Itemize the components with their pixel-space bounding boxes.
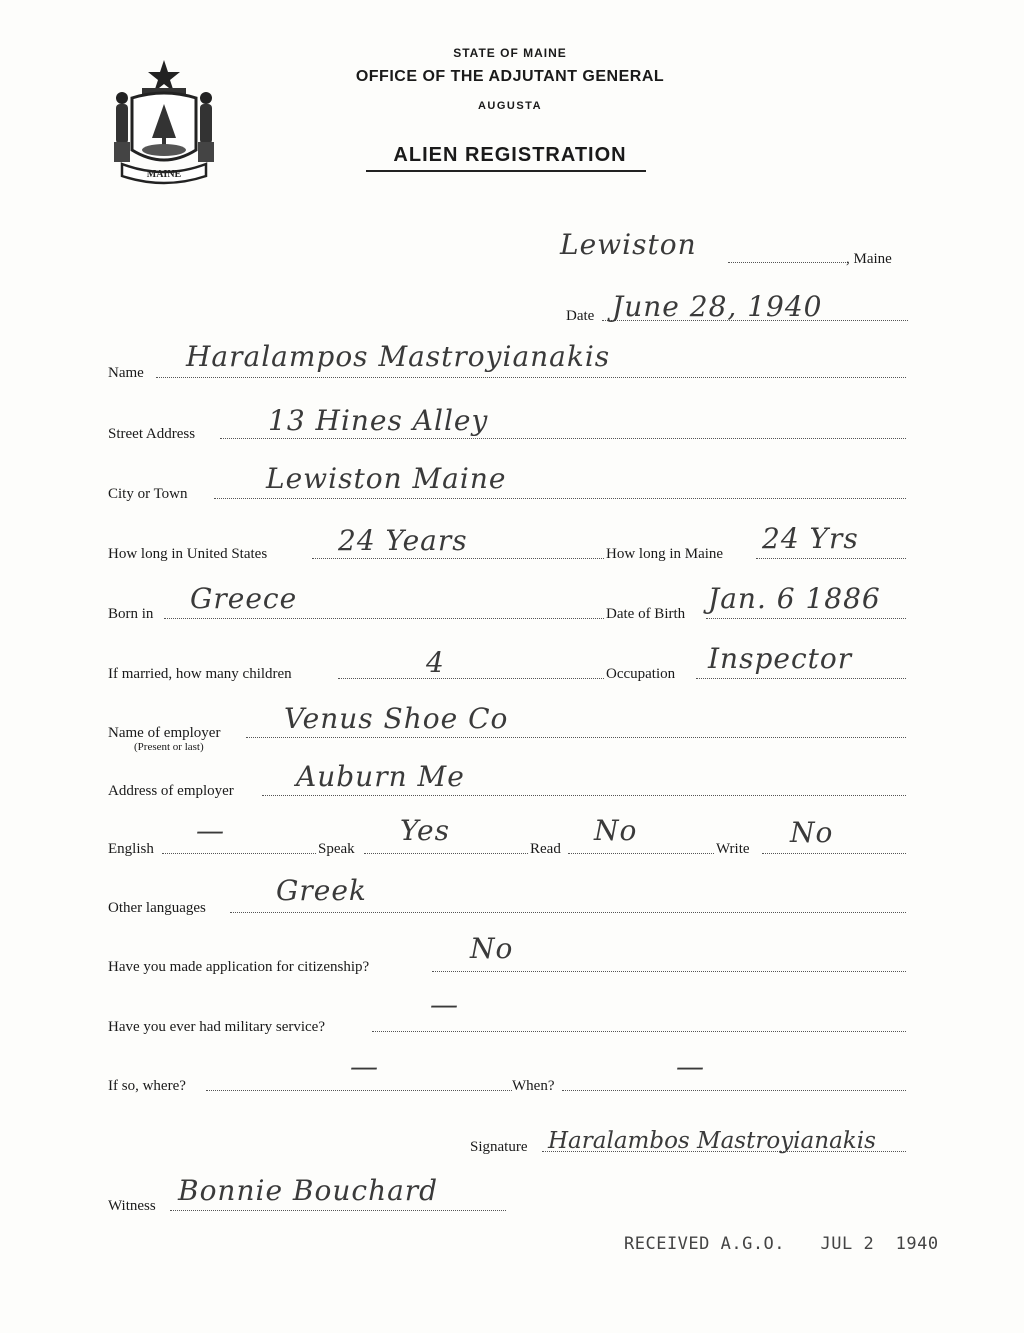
employer-name-value: Venus Shoe Co: [284, 702, 509, 735]
how-long-us-label: How long in United States: [108, 546, 268, 562]
witness-dots: [170, 1210, 506, 1211]
occupation-value: Inspector: [708, 642, 853, 675]
employer-address-label: Address of employer: [108, 783, 234, 799]
street-label: Street Address: [108, 426, 196, 442]
how-long-maine-label: How long in Maine: [606, 546, 724, 562]
street-dots: [220, 438, 906, 439]
read-value: No: [594, 814, 638, 847]
read-dots: [568, 853, 714, 854]
write-value: No: [790, 816, 834, 849]
military-dots: [372, 1031, 906, 1032]
dob-label: Date of Birth: [606, 606, 686, 622]
children-dots: [338, 678, 604, 679]
read-label: Read: [530, 841, 561, 857]
witness-label: Witness: [108, 1198, 156, 1214]
employer-note: (Present or last): [134, 741, 204, 753]
english-dots: [162, 853, 316, 854]
where-label: If so, where?: [108, 1078, 186, 1094]
employer-name-dots: [246, 737, 906, 738]
where-dots: [206, 1090, 512, 1091]
header-office: OFFICE OF THE ADJUTANT GENERAL: [355, 68, 665, 85]
born-in-label: Born in: [108, 606, 154, 622]
city-label: City or Town: [108, 486, 188, 502]
signature-label: Signature: [470, 1139, 528, 1155]
witness-value: Bonnie Bouchard: [178, 1174, 439, 1207]
form-title: ALIEN REGISTRATION: [393, 144, 627, 166]
title-underline: [366, 170, 646, 172]
write-dots: [762, 853, 906, 854]
write-label: Write: [716, 841, 750, 857]
citizenship-value: No: [470, 932, 514, 965]
other-languages-dots: [230, 912, 906, 913]
other-languages-label: Other languages: [108, 900, 206, 916]
how-long-us-dots: [312, 558, 604, 559]
when-dots: [562, 1090, 906, 1091]
date-value: June 28, 1940: [612, 290, 823, 323]
speak-value: Yes: [400, 814, 450, 847]
state-seal-icon: [108, 58, 220, 186]
when-label: When?: [512, 1078, 555, 1094]
svg-text:MAINE: MAINE: [146, 169, 182, 180]
employer-address-value: Auburn Me: [296, 760, 465, 793]
received-stamp: [624, 1234, 939, 1254]
where-value: —: [350, 1050, 379, 1083]
name-value: Haralampos Mastroyianakis: [186, 340, 611, 373]
name-dots: [156, 377, 906, 378]
how-long-maine-value: 24 Yrs: [762, 522, 859, 555]
children-value: 4: [426, 646, 445, 679]
occupation-dots: [696, 678, 906, 679]
speak-label: Speak: [318, 841, 355, 857]
city-value: Lewiston Maine: [266, 462, 507, 495]
other-languages-value: Greek: [276, 874, 367, 907]
english-value: —: [196, 814, 225, 847]
born-in-dots: [164, 618, 604, 619]
military-label: Have you ever had military service?: [108, 1019, 325, 1035]
town-dots: [728, 262, 846, 263]
maine-label: , Maine: [846, 251, 892, 267]
city-dots: [214, 498, 906, 499]
signature-value: Haralambos Mastroyianakis: [548, 1128, 876, 1154]
born-in-value: Greece: [190, 582, 298, 615]
town-value: Lewiston: [560, 228, 697, 261]
header-city: AUGUSTA: [477, 100, 543, 112]
citizenship-dots: [432, 971, 906, 972]
header-state: STATE OF MAINE: [453, 46, 567, 60]
speak-dots: [364, 853, 528, 854]
military-value: —: [430, 988, 459, 1021]
employer-address-dots: [262, 795, 906, 796]
how-long-us-value: 24 Years: [338, 524, 468, 557]
street-value: 13 Hines Alley: [268, 404, 489, 437]
employer-name-label: Name of employer: [108, 725, 221, 741]
children-label: If married, how many children: [108, 666, 292, 682]
date-label: Date: [566, 308, 595, 324]
citizenship-label: Have you made application for citizenship?: [108, 959, 370, 975]
dob-dots: [706, 618, 906, 619]
dob-value: Jan. 6 1886: [708, 582, 881, 615]
how-long-maine-dots: [756, 558, 906, 559]
english-label: English: [108, 841, 154, 857]
when-value: —: [676, 1050, 705, 1083]
stamp-date: JUL 2 1940: [820, 1234, 939, 1254]
stamp-text: RECEIVED A.G.O.: [624, 1234, 786, 1254]
occupation-label: Occupation: [606, 666, 676, 682]
name-label: Name: [108, 365, 144, 381]
